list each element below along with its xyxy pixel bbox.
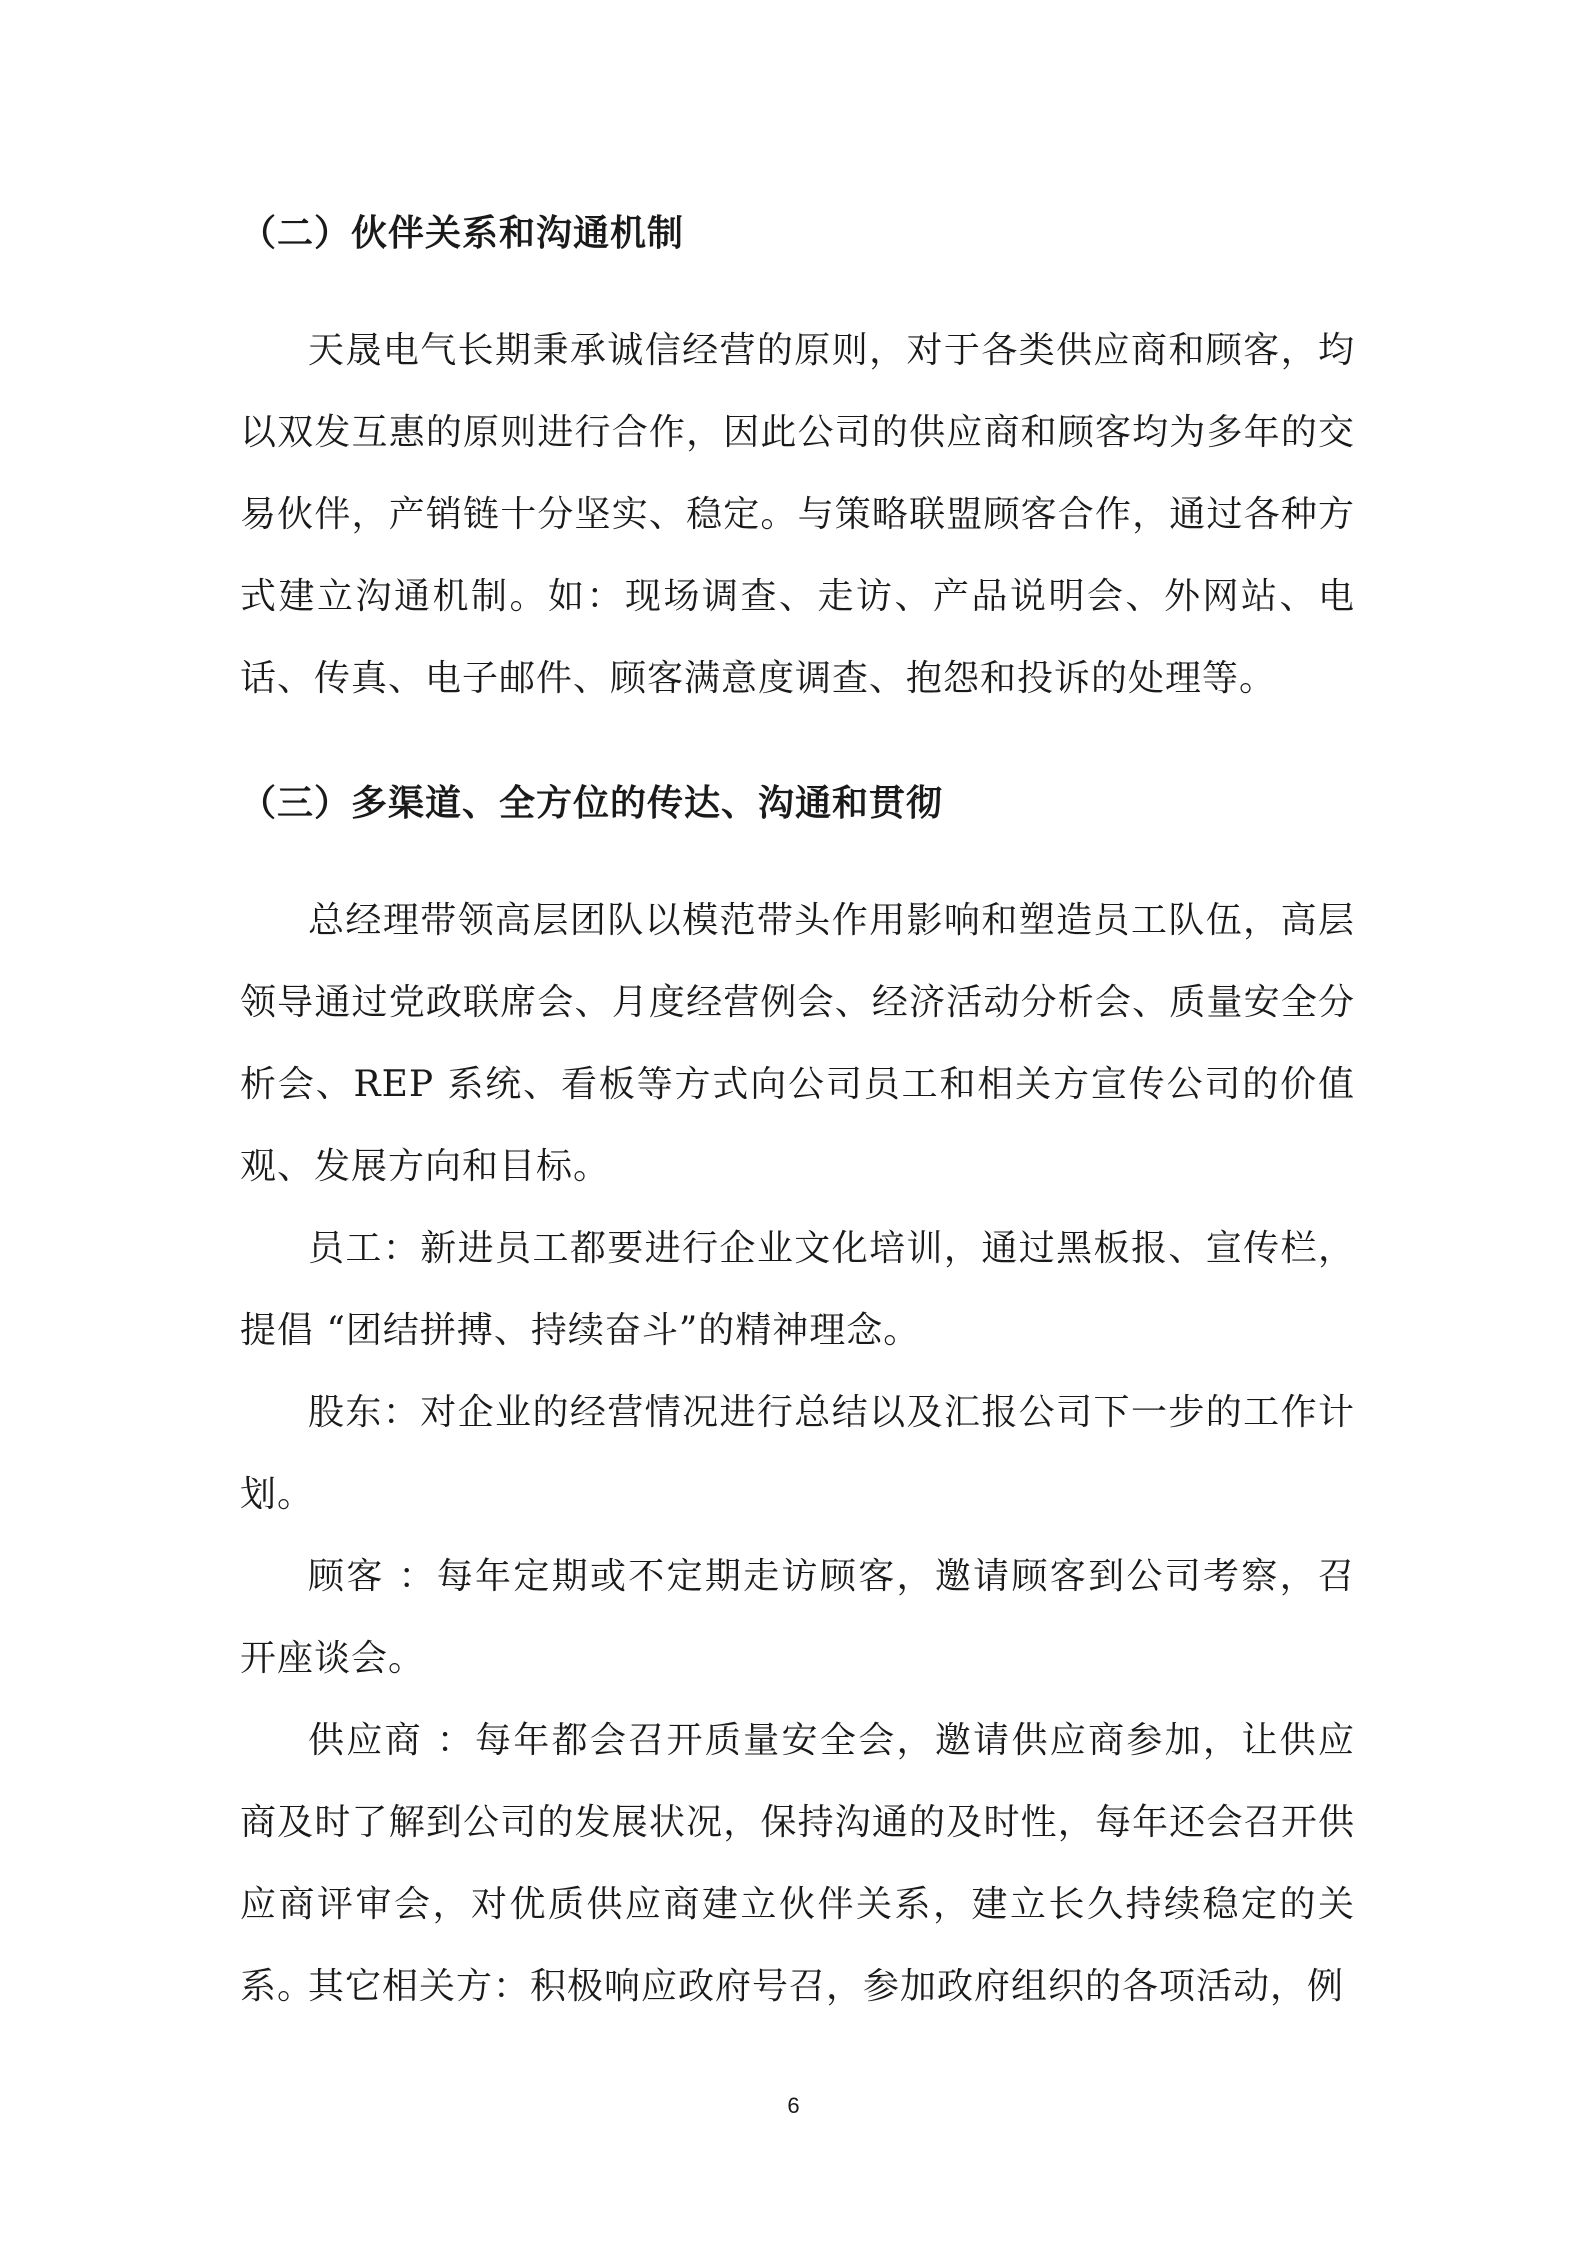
- page-number: 6: [787, 2093, 800, 2118]
- paragraph-suppliers: 供应商 ：每年都会召开质量安全会，邀请供应商参加，让供应商及时了解到公司的发展状况，保持沟通的及时性，每年还会召开供应商评审会，对优质供应商建立伙伴关系，建立长久持续稳定的关系。: [240, 1720, 1355, 2007]
- paragraph-employees: 员工：新进员工都要进行企业文化培训，通过黑板报、宣传栏，提倡 “团结拼搏、持续奋斗”的精神理念。: [240, 1228, 1355, 1351]
- paragraph-customers: 顾客 ：每年定期或不定期走访顾客，邀请顾客到公司考察，召开座谈会。: [240, 1556, 1355, 1679]
- section-heading-multichannel-communication: （三）多渠道、全方位的传达、沟通和贯彻: [240, 783, 944, 824]
- document-page: [240, 0, 1355, 2245]
- paragraph-partnership-communication: 天晟电气长期秉承诚信经营的原则，对于各类供应商和顾客，均以双发互惠的原则进行合作，因此公司的供应商和顾客均为多年的交易伙伴，产销链十分坚实、稳定。与策略联盟顾客合作，通过各种方式建立沟通机制。如：现场调查、走访、产品说明会、外网站、电话、传真、电子邮件、顾客满意度调查、抱怨和投诉的处理等。: [240, 330, 1355, 699]
- paragraph-shareholders: 股东：对企业的经营情况进行总结以及汇报公司下一步的工作计划。: [240, 1392, 1355, 1515]
- section-heading-partnership: （二）伙伴关系和沟通机制: [240, 213, 685, 254]
- paragraph-other-stakeholders: 其它相关方：积极响应政府号召，参加政府组织的各项活动，例: [308, 1966, 1345, 2007]
- paragraph-leadership-communication: 总经理带领高层团队以模范带头作用影响和塑造员工队伍，高层领导通过党政联席会、月度经营例会、经济活动分析会、质量安全分析会、REP 系统、看板等方式向公司员工和相关方宣传公司的价值观、发展方向和目标。: [240, 900, 1355, 1187]
